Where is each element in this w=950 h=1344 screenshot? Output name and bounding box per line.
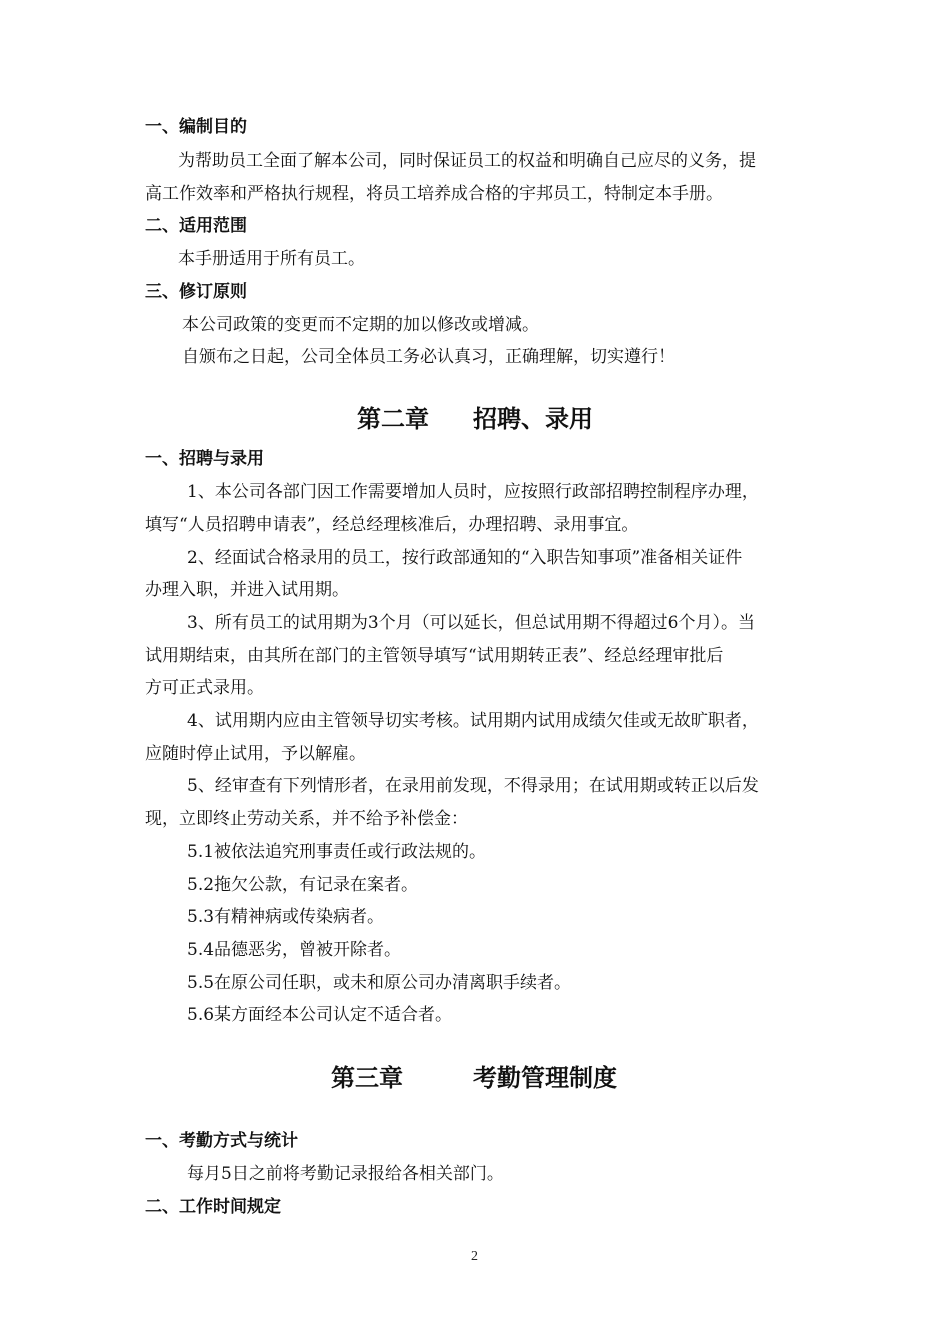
- paragraph-line: 为帮助员工全面了解本公司，同时保证员工的权益和明确自己应尽的义务，提: [178, 151, 756, 171]
- paragraph-line: 1、本公司各部门因工作需要增加人员时，应按照行政部招聘控制程序办理，: [187, 482, 759, 502]
- section-heading-revision: 三、修订原则: [145, 282, 247, 302]
- chapter-title: 考勤管理制度: [473, 1064, 617, 1092]
- paragraph-line: 方可正式录用。: [145, 678, 264, 698]
- paragraph-line: 应随时停止试用，予以解雇。: [145, 744, 366, 764]
- paragraph-line: 每月5日之前将考勤记录报给各相关部门。: [187, 1164, 504, 1184]
- list-item: 5.5在原公司任职，或未和原公司办清离职手续者。: [187, 973, 572, 993]
- paragraph-line: 2、经面试合格录用的员工，按行政部通知的“入职告知事项”准备相关证件: [187, 548, 743, 568]
- paragraph-line: 试用期结束，由其所在部门的主管领导填写“试用期转正表”、经总经理审批后: [145, 646, 724, 666]
- paragraph-line: 本公司政策的变更而不定期的加以修改或增减。: [182, 315, 539, 335]
- chapter-number: 第二章: [357, 405, 429, 433]
- chapter-title: 招聘、录用: [473, 405, 593, 433]
- paragraph-line: 高工作效率和严格执行规程，将员工培养成合格的宇邦员工，特制定本手册。: [145, 184, 723, 204]
- paragraph-line: 5、经审查有下列情形者，在录用前发现，不得录用；在试用期或转正以后发: [187, 776, 759, 796]
- chapter-number: 第三章: [331, 1064, 403, 1092]
- list-item: 5.3有精神病或传染病者。: [187, 907, 385, 927]
- paragraph-line: 自颁布之日起，公司全体员工务必认真习，正确理解，切实遵行！: [182, 347, 675, 367]
- page-number: 2: [471, 1249, 478, 1264]
- list-item: 5.1被依法追究刑事责任或行政法规的。: [187, 842, 487, 862]
- list-item: 5.4品德恶劣，曾被开除者。: [187, 940, 402, 960]
- section-heading-working-hours: 二、工作时间规定: [145, 1197, 281, 1217]
- paragraph-line: 3、所有员工的试用期为3个月（可以延长，但总试用期不得超过6个月）。当: [187, 613, 755, 633]
- list-item: 5.6某方面经本公司认定不适合者。: [187, 1005, 453, 1025]
- paragraph-line: 填写“人员招聘申请表”，经总经理核准后，办理招聘、录用事宜。: [145, 515, 639, 535]
- paragraph-line: 办理入职，并进入试用期。: [145, 580, 349, 600]
- section-heading-purpose: 一、编制目的: [145, 117, 247, 137]
- paragraph-line: 4、试用期内应由主管领导切实考核。试用期内试用成绩欠佳或无故旷职者，: [187, 711, 759, 731]
- section-heading-scope: 二、适用范围: [145, 216, 247, 236]
- section-heading-attendance: 一、考勤方式与统计: [145, 1131, 298, 1151]
- list-item: 5.2拖欠公款，有记录在案者。: [187, 875, 419, 895]
- section-heading-recruitment: 一、招聘与录用: [145, 449, 264, 469]
- paragraph-line: 本手册适用于所有员工。: [178, 249, 365, 269]
- paragraph-line: 现，立即终止劳动关系，并不给予补偿金：: [145, 809, 468, 829]
